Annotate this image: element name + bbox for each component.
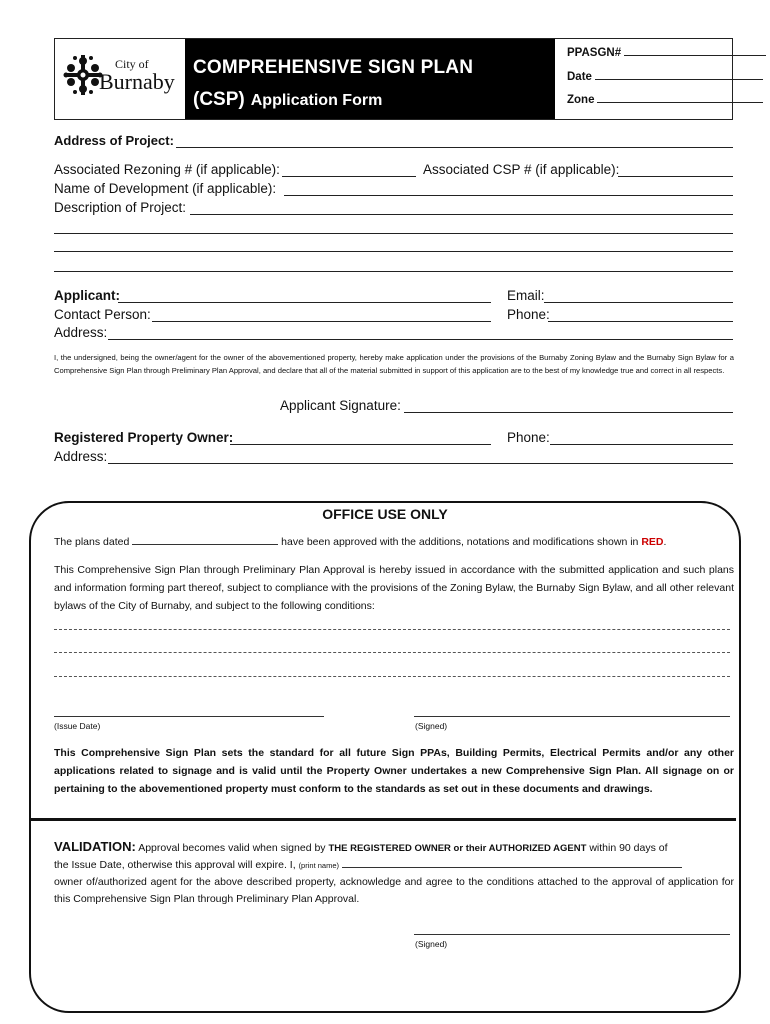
applicant-field[interactable] xyxy=(118,288,491,303)
print-name-label: (print name) xyxy=(298,861,339,870)
validation-block: VALIDATION: Approval becomes valid when signed by THE REGISTERED OWNER or their AUTHORIZED AGENT within 90 days of the Issue Date, otherwise this approval will expire. I, (print name) owner of/authorized agent for the above described property, acknowledge and agree to the conditions attached to the approval of application for this Comprehensive Sign Plan through Preliminary Plan Approval. xyxy=(54,838,734,908)
owner-phone-label: Phone: xyxy=(507,430,550,445)
condition-line[interactable] xyxy=(54,629,730,630)
email-field[interactable] xyxy=(544,288,733,303)
rezoning-label: Associated Rezoning # (if applicable): xyxy=(54,162,280,177)
issue-date-label: (Issue Date) xyxy=(54,721,101,731)
issue-date-field[interactable] xyxy=(54,716,324,717)
dev-name-label: Name of Development (if applicable): xyxy=(54,181,277,196)
date-field[interactable]: Date xyxy=(567,69,763,83)
standard-text: This Comprehensive Sign Plan sets the standard for all future Sign PPAs, Building Permits, Electrical Permits and/or any other applications related to signage and is valid until the Property Owner undertakes a new Comprehensive Sign Plan. All signage on or pertaining to the abovementioned property must conform to the standards as set out in these documents and drawings. xyxy=(54,747,734,795)
condition-line[interactable] xyxy=(54,676,730,677)
approval-text: This Comprehensive Sign Plan through Preliminary Plan Approval is hereby issued in accordance with the submitted application and such plans and information forming part thereof, subject to compliance with the provisions of the Zoning Bylaw, the Burnaby Sign Bylaw, and all other relevant bylaws of the City of Burnaby, and subject to the following conditions: xyxy=(54,564,734,612)
title-csp: (CSP) xyxy=(193,89,245,110)
applicant-address-field[interactable] xyxy=(108,325,733,340)
rezoning-field[interactable] xyxy=(282,162,416,177)
form-title-line1: COMPREHENSIVE SIGN PLAN xyxy=(193,57,474,78)
description-line[interactable] xyxy=(54,251,733,252)
owner-address-label: Address: xyxy=(54,449,108,464)
owner-field[interactable] xyxy=(230,430,491,445)
validation-label: VALIDATION: xyxy=(54,839,136,854)
office-reference-block xyxy=(555,39,733,119)
address-field[interactable] xyxy=(176,133,733,148)
logo-big-text: Burnaby xyxy=(99,69,175,94)
form-title-line2 xyxy=(193,89,382,111)
description-label: Description of Project: xyxy=(54,200,187,215)
plans-date-field[interactable] xyxy=(132,534,278,545)
owner-row xyxy=(54,430,733,448)
signature-label: Applicant Signature: xyxy=(280,398,401,413)
phone-label: Phone: xyxy=(507,307,550,322)
zone-field[interactable]: Zone xyxy=(567,92,763,106)
description-field[interactable] xyxy=(190,200,733,215)
owner-label: Registered Property Owner: xyxy=(54,430,234,445)
email-label: Email: xyxy=(507,288,545,303)
validation-bold-text: THE REGISTERED OWNER or their AUTHORIZED AGENT xyxy=(328,843,587,854)
form-header xyxy=(54,38,733,120)
description-row xyxy=(54,200,733,218)
address-label: Address of Project: xyxy=(54,133,174,148)
contact-field[interactable] xyxy=(152,307,491,322)
contact-row xyxy=(54,307,733,325)
applicant-address-row xyxy=(54,325,733,343)
owner-signed-field[interactable] xyxy=(414,934,730,935)
description-line[interactable] xyxy=(54,271,733,272)
description-line[interactable] xyxy=(54,233,733,234)
logo-small-text: City of xyxy=(115,57,149,71)
signature-field[interactable] xyxy=(404,398,733,413)
condition-line[interactable] xyxy=(54,652,730,653)
snowflake-logo-icon xyxy=(63,53,103,97)
assoc-csp-field[interactable] xyxy=(618,162,733,177)
signed-field[interactable] xyxy=(414,716,730,717)
phone-field[interactable] xyxy=(548,307,733,322)
address-row xyxy=(54,133,733,151)
dev-name-field[interactable] xyxy=(284,181,733,196)
city-logo xyxy=(55,39,185,119)
title-block xyxy=(185,39,555,119)
print-name-field[interactable] xyxy=(342,857,682,868)
red-word: RED xyxy=(641,536,664,548)
owner-phone-field[interactable] xyxy=(550,430,733,445)
contact-label: Contact Person: xyxy=(54,307,151,322)
office-use-title: OFFICE USE ONLY xyxy=(322,506,448,522)
applicant-label: Applicant: xyxy=(54,288,120,303)
signed-label: (Signed) xyxy=(415,721,448,731)
dev-name-row xyxy=(54,181,733,199)
ppasgn-field[interactable]: PPASGN# xyxy=(567,45,766,59)
owner-address-row xyxy=(54,449,733,467)
title-rest: Application Form xyxy=(250,92,383,109)
declaration-text: I, the undersigned, being the owner/agent for the owner of the abovementioned property, hereby make application under the provisions of the Burnaby Zoning Bylaw and the Burnaby Sign Bylaw for a Comprehensive Sign Plan through Preliminary Plan Approval, and declare that all of the material submitted in support of this application are to the best of my knowledge true and correct in all respects. xyxy=(54,353,734,375)
applicant-row xyxy=(54,288,733,306)
validation-text: owner of/authorized agent for the above described property, acknowledge and agree to the conditions attached to the approval of application for this Comprehensive Sign Plan through Preliminary Plan Approval. xyxy=(54,876,734,905)
rezoning-row xyxy=(54,162,733,180)
plans-dated-line: The plans dated have been approved with the additions, notations and modifications shown in RED. xyxy=(54,536,667,548)
section-divider xyxy=(30,818,736,821)
owner-address-field[interactable] xyxy=(108,449,733,464)
applicant-address-label: Address: xyxy=(54,325,108,340)
signature-row xyxy=(54,398,733,416)
assoc-csp-label: Associated CSP # (if applicable): xyxy=(423,162,620,177)
owner-signed-label: (Signed) xyxy=(415,939,448,949)
